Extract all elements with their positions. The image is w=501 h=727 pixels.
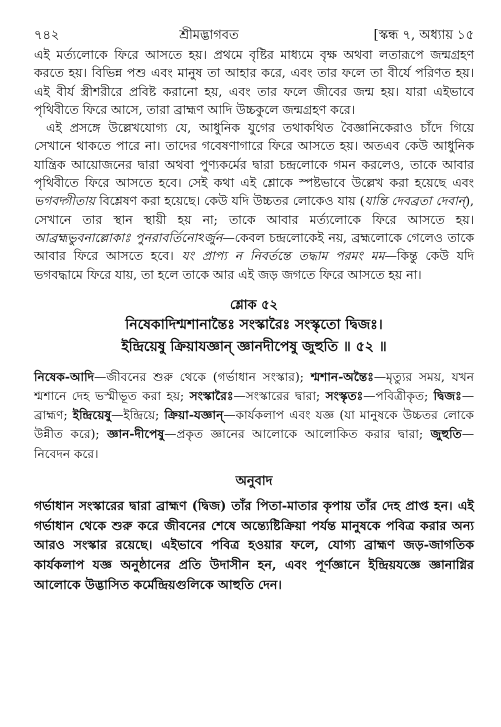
- synonym-meaning: —ব্রাহ্মণ;: [34, 389, 474, 423]
- book-page: [34, 26, 474, 595]
- synonym-term: সংস্কৃতঃ: [325, 389, 364, 404]
- synonym-term: জুহুতি: [430, 427, 462, 442]
- synonym-meaning: —মৃত্যুর সময়, যখন শ্মশানে দেহ ভস্মীভূত করা হয়;: [34, 369, 474, 404]
- synonym-term: সংস্কারৈঃ: [189, 389, 234, 404]
- verse-line-1: নিষেকাদিশ্মশানান্তৈঃ সংস্কারৈঃ সংস্কৃতো দ্বিজঃ।: [125, 316, 383, 333]
- translation-heading: অনুবাদ: [235, 473, 273, 489]
- synonym-meaning: —নিবেদন করে।: [34, 427, 474, 461]
- synonym-meaning: —ইন্দ্রিয়ে;: [111, 408, 165, 423]
- para2-text-4: —কেবল চন্দ্রলোকেই নয়, ব্রহ্মলোকে গেলেও তাকে আবার ফিরে আসতে হবে।: [34, 229, 474, 264]
- synonym-meaning: —পবিত্রীকৃত;: [363, 389, 434, 404]
- quote-1: যান্তি দেবব্রতা দেবান্: [364, 193, 466, 209]
- quote-2: আব্রহ্মভুবনাল্লোকাঃ পুনরাবর্তিনোঽর্জুন: [34, 229, 223, 245]
- synonym-term: ক্রিয়া-যজ্ঞান্: [164, 408, 224, 423]
- para2-text-5: —কিন্তু কেউ যদি ভগবদ্ধামে ফিরে যায়, তা হলে তাকে আর এই জড় জগতে ফিরে আসতে হয় না।: [34, 248, 474, 282]
- synonym-meaning: —কার্যকলাপ এবং যজ্ঞ (যা মানুষকে উচ্চতর লোকে উন্নীত করে);: [34, 408, 475, 442]
- page-header: [34, 26, 474, 46]
- verse-line-2: ইন্দ্রিয়েষু ক্রিয়াযজ্ঞান্ জ্ঞানদীপেষু জুহুতি ॥ ৫২ ॥: [121, 338, 387, 355]
- synonym-term: ইন্দ্রিয়েষু: [72, 408, 112, 423]
- translation-text: গর্ভাধান সংস্কারের দ্বারা ব্রাহ্মণ (দ্বিজ) তাঁর পিতা-মাতার কৃপায় তাঁর দেহ প্রাপ্ত হন। এই গর্ভাধান থেকে শুরু করে জীবনের শেষে অন্ত্যেষ্টিক্রিয়া পর্যন্ত মানুষকে পবিত্র করার অন্য আরও সংস্কার রয়েছে। এইভাবে পবিত্র হওয়ার ফলে, যোগ্য ব্রাহ্মণ জড়-জাগতিক কার্যকলাপ যজ্ঞ অনুষ্ঠানের প্রতি উদাসীন হন, এবং পূর্ণজ্ঞানে ইন্দ্রিয়যজ্ঞে জ্ঞানাগ্নির আলোকে উদ্ভাসিত কর্মেন্দ্রিয়গুলিকে আহুতি দেন।: [34, 497, 474, 593]
- purport-paragraph-2: [34, 119, 474, 284]
- synonym-term: শ্মশান-অন্তৈঃ: [310, 369, 374, 384]
- book-title: শ্রীমদ্ভাগবত: [179, 28, 239, 43]
- verse-heading: শ্লোক ৫২: [229, 297, 279, 313]
- synonym-term: জ্ঞান-দীপেষু: [106, 427, 165, 442]
- synonym-meaning: —জীবনের শুরু থেকে (গর্ভাধান সংস্কার);: [94, 369, 311, 384]
- para2-text-3: ), সেখানে তার স্থান স্থায়ী হয় না; তাকে আবার মর্ত্যলোকে ফিরে আসতে হয়।: [34, 193, 474, 227]
- purport-paragraph-1: এই মর্ত্যলোকে ফিরে আসতে হয়। প্রথমে বৃষ্টির মাধ্যমে বৃক্ষ অথবা লতারূপে জন্মগ্রহণ করতে হয়। বিভিন্ন পশু এবং মানুষ তা আহার করে, এবং তার ফলে তা বীর্যে পরিণত হয়। এই বীর্য স্ত্রীশরীরে প্রবিষ্ট করানো হয়, এবং তার ফলে জীবের জন্ম হয়। যারা এইভাবে পৃথিবীতে ফিরে আসে, তারা ব্রাহ্মণ আদি উচ্চকুলে জন্মগ্রহণ করে।: [34, 47, 474, 117]
- synonym-term: দ্বিজঃ: [433, 389, 462, 404]
- synonym-meaning: —প্রকৃত জ্ঞানের আলোকে আলোকিত করার দ্বারা;: [164, 427, 431, 442]
- para2-text-1: এই প্রসঙ্গে উল্লেখযোগ্য যে, আধুনিক যুগের তথাকথিত বৈজ্ঞানিকেরাও চাঁদে গিয়ে সেখানে থাকতে পারে না। তাদের গবেষণাগারে ফিরে আসতে হয়। অতএব কেউ আধুনিক যান্ত্রিক আয়োজনের দ্বারা অথবা পুণ্যকর্মের দ্বারা চন্দ্রলোকে গমন করলেও, তাকে আবার পৃথিবীতে ফিরে আসতে হবে। সেই কথা এই শ্লোকে স্পষ্টভাবে উল্লেখ করা হয়েছে এবং: [34, 120, 474, 191]
- para2-text-2: বিশ্লেষণ করা হয়েছে। কেউ যদি উচ্চতর লোকেও যায় (: [99, 193, 365, 209]
- quote-3: যং প্রাপ্য ন নিবর্তন্তে তদ্ধাম পরমং মম: [181, 248, 385, 264]
- synonym-meaning: —সংস্কারের দ্বারা;: [233, 389, 326, 404]
- synonyms: [34, 368, 474, 464]
- page-number: ৭৪২: [34, 28, 60, 43]
- section-reference: [স্কন্ধ ৭, অধ্যায় ১৫: [373, 28, 474, 43]
- gita-reference: ভগবদ্গীতায়: [34, 193, 96, 209]
- synonym-term: নিষেক-আদি: [34, 369, 95, 384]
